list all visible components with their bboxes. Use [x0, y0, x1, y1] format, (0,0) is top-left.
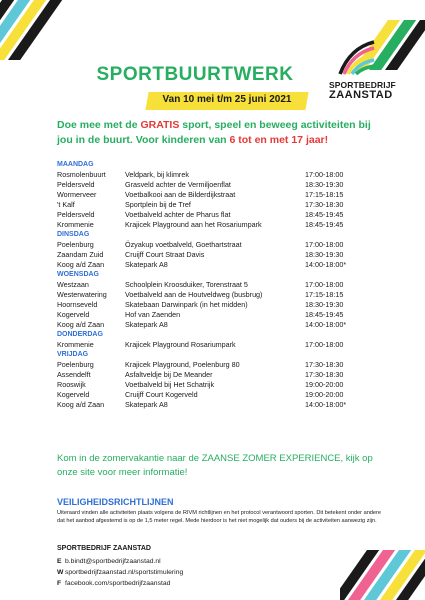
neighbourhood-cell: Zaandam Zuid	[57, 250, 104, 259]
contact-web	[57, 569, 287, 576]
decorative-stripes-bottom-right	[340, 550, 425, 600]
contact-title: SPORTBEDRIJF ZAANSTAD	[57, 545, 151, 552]
location-cell: Schoolplein Kroosduiker, Torenstraat 5	[125, 280, 248, 289]
schedule-row	[57, 170, 377, 180]
decorative-stripes-top-left	[0, 0, 80, 60]
location-cell: Krajicek Playground, Poelenburg 80	[125, 360, 240, 369]
neighbourhood-cell: Poelenburg	[57, 240, 94, 249]
sportbedrijf-logo-icon	[336, 38, 376, 78]
summer-announcement: Kom in de zomervakantie naar de ZAANSE ZOMER EXPERIENCE, kijk op onze site voor meer informatie!	[57, 453, 373, 478]
email-link[interactable]: b.bindt@sportbedrijfzaanstad.nl	[65, 558, 161, 565]
contact-facebook	[57, 580, 287, 587]
neighbourhood-cell: 't Kalf	[57, 200, 75, 209]
email-key: E	[57, 558, 62, 565]
location-cell: Cruijff Court Kogerveld	[125, 390, 198, 399]
time-cell: 17:00-18:00	[305, 240, 344, 249]
location-cell: Krajicek Playground aan het Rosariumpark	[125, 220, 262, 229]
location-cell: Cruijff Court Straat Davis	[125, 250, 205, 259]
neighbourhood-cell: Westerwatering	[57, 290, 107, 299]
facebook-link[interactable]: facebook.com/sportbedrijfzaanstad	[65, 580, 171, 587]
location-cell: Voetbalkooi aan de Bilderdijkstraat	[125, 190, 236, 199]
location-cell: Skatebaan Darwinpark (in het midden)	[125, 300, 248, 309]
intro-gratis: GRATIS	[140, 119, 180, 131]
time-cell: 17:30-18:30	[305, 360, 344, 369]
neighbourhood-cell: Rosmolenbuurt	[57, 170, 106, 179]
day-heading: VRIJDAG	[57, 351, 89, 358]
location-cell: Voetbalveld achter de Pharus flat	[125, 210, 231, 219]
location-cell: Voetbalveld aan de Houtveldweg (busbrug)	[125, 290, 263, 299]
location-cell: Skatepark A8	[125, 260, 168, 269]
time-cell: 18:45-19:45	[305, 220, 344, 229]
safety-text: Uiteraard vinden alle activiteiten plaats volgens de RIVM richtlijnen en het protocol verantwoord sporten. Dit betekent onder andere dat het aanbod afgestemd is op de 1,5 meter regel. Mede hierdoor is het niet mogelijk dat ouders bij de activiteiten aanwezig zijn.	[57, 510, 382, 524]
schedule-row	[57, 260, 377, 270]
time-cell: 17:00-18:00	[305, 280, 344, 289]
time-cell: 17:30-18:30	[305, 370, 344, 379]
location-cell: Skatepark A8	[125, 400, 168, 409]
schedule-row	[57, 320, 377, 330]
neighbourhood-cell: Koog a/d Zaan	[57, 400, 105, 409]
day-heading: DONDERDAG	[57, 331, 103, 338]
web-key: W	[57, 569, 64, 576]
neighbourhood-cell: Westzaan	[57, 280, 89, 289]
neighbourhood-cell: Poelenburg	[57, 360, 94, 369]
neighbourhood-cell: Krommenie	[57, 340, 94, 349]
schedule-row	[57, 390, 377, 400]
neighbourhood-cell: Koog a/d Zaan	[57, 260, 105, 269]
day-heading: MAANDAG	[57, 161, 94, 168]
neighbourhood-cell: Kogerveld	[57, 390, 90, 399]
time-cell: 18:45-19:45	[305, 310, 344, 319]
location-cell: Asfaltveldje bij De Meander	[125, 370, 213, 379]
schedule-row	[57, 340, 377, 350]
location-cell: Voetbalveld bij Het Schatrijk	[125, 380, 215, 389]
intro-part-2: sport, speel en beweeg activiteiten bij jou in de buurt. Voor kinderen van	[57, 119, 371, 146]
schedule-row	[57, 380, 377, 390]
neighbourhood-cell: Wormerveer	[57, 190, 97, 199]
neighbourhood-cell: Rooswijk	[57, 380, 86, 389]
time-cell: 17:15-18:15	[305, 190, 344, 199]
time-cell: 18:30-19:30	[305, 300, 344, 309]
time-cell: 14:00-18:00*	[305, 320, 347, 329]
time-cell: 17:15-18:15	[305, 290, 344, 299]
schedule-row	[57, 300, 377, 310]
safety-title: VEILIGHEIDSRICHTLIJNEN	[57, 497, 174, 507]
schedule-row	[57, 250, 377, 260]
schedule-row	[57, 200, 377, 210]
neighbourhood-cell: Assendelft	[57, 370, 91, 379]
neighbourhood-cell: Hoornseveld	[57, 300, 98, 309]
time-cell: 19:00-20:00	[305, 390, 344, 399]
location-cell: Grasveld achter de Vermiljoenflat	[125, 180, 231, 189]
logo-line-1: SPORTBEDRIJF	[329, 80, 396, 90]
location-cell: Veldpark, bij klimrek	[125, 170, 189, 179]
location-cell: Hof van Zaenden	[125, 310, 181, 319]
logo-wordmark	[329, 80, 399, 100]
time-cell: 14:00-18:00*	[305, 400, 347, 409]
contact-email	[57, 558, 287, 565]
time-cell: 18:45-19:45	[305, 210, 344, 219]
web-link[interactable]: sportbedrijfzaanstad.nl/sportstimulering	[65, 569, 184, 576]
location-cell: Skatepark A8	[125, 320, 168, 329]
intro-text	[57, 118, 377, 148]
time-cell: 14:00-18:00*	[305, 260, 347, 269]
schedule-row	[57, 280, 377, 290]
time-cell: 18:30-19:30	[305, 180, 344, 189]
schedule-row	[57, 180, 377, 190]
schedule-row	[57, 360, 377, 370]
date-range: Van 10 mei t/m 25 juni 2021	[162, 94, 292, 105]
schedule-row	[57, 240, 377, 250]
schedule-row	[57, 290, 377, 300]
time-cell: 17:00-18:00	[305, 170, 344, 179]
day-heading: DINSDAG	[57, 231, 90, 238]
schedule-row	[57, 310, 377, 320]
neighbourhood-cell: Koog a/d Zaan	[57, 320, 105, 329]
location-cell: Sportplein bij de Tref	[125, 200, 191, 209]
schedule-row	[57, 370, 377, 380]
schedule-table	[57, 160, 377, 410]
intro-part-1: Doe mee met de	[57, 119, 141, 131]
day-heading: WOENSDAG	[57, 271, 99, 278]
schedule-row	[57, 190, 377, 200]
schedule-row	[57, 400, 377, 410]
neighbourhood-cell: Peldersveld	[57, 180, 95, 189]
schedule-row	[57, 210, 377, 220]
location-cell: Özyakup voetbalveld, Goethartstraat	[125, 240, 242, 249]
neighbourhood-cell: Krommenie	[57, 220, 94, 229]
time-cell: 17:00-18:00	[305, 340, 344, 349]
time-cell: 18:30-19:30	[305, 250, 344, 259]
time-cell: 17:30-18:30	[305, 200, 344, 209]
page-title: SPORTBUURTWERK	[96, 64, 294, 85]
logo-line-2: ZAANSTAD	[329, 89, 393, 101]
intro-ages: 6 tot en met 17 jaar!	[229, 134, 329, 146]
neighbourhood-cell: Peldersveld	[57, 210, 95, 219]
neighbourhood-cell: Kogerveld	[57, 310, 90, 319]
time-cell: 19:00-20:00	[305, 380, 344, 389]
schedule-row	[57, 220, 377, 230]
facebook-key: F	[57, 580, 62, 587]
location-cell: Krajicek Playground Rosariumpark	[125, 340, 236, 349]
